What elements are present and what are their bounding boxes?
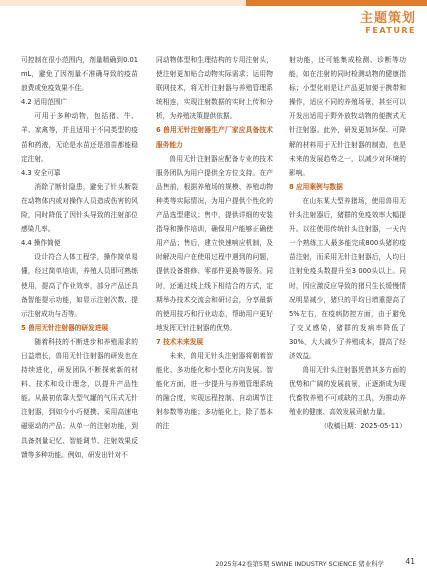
journal-footer: 2025年42卷第5期 SWINE INDUSTRY SCIENCE 猪业科学 [215,560,384,568]
section-title-cn: 主题策划 [359,11,416,26]
section-heading: 6 兽用无针注射器生产厂家应具备技术服务能力 [156,126,273,149]
header-accent-bar [246,0,427,6]
paragraph: 未来，兽用无针头注射器将朝着智能化、多功能化和小型化方向发展。智能化方面，进一步提升与养殖管理系统的融合度，实现远程控制、自动调节注射参数等功能；多功能化上，除了基本的注 [156,351,273,431]
subheading: 4.3 安全可靠 [21,168,61,177]
section-heading: 7 技术未来发展 [156,337,204,346]
paragraph: 设计符合人体工程学，操作简单易懂，经过简单培训，养殖人员即可熟练使用，提高了作业效率，部分产品还具备智能提示功能，如显示注射次数、提示注射成功与否等。 [21,253,138,318]
section-heading: 8 应用案例与数据 [289,182,343,191]
paragraph: 可控制在很小范围内，剂量精确到0.01 mL，避免了因剂量不准确导致的疫苗浪费或免疫效果不佳。 [21,56,138,93]
section-tag [360,12,416,35]
paragraph: 射功能，还可能集成检测、诊断等功能，如在注射的同时检测动物的健康指标；小型化则是让产品更加便于携带和操作，适应不同的养殖场景，甚至可以开发出适用于野外放牧动物的便携式无针注射器。此外，研发更加环保、可降解的材料用于无针注射器的制造，也是未来的发展趋势之一，以减少对环境的影响。 [289,56,406,177]
received-date: （收稿日期：2025-05-11） [320,422,406,431]
paragraph: 兽用无针头注射器凭借其多方面的优势和广阔的发展前景，正逐渐成为现代畜牧养殖不可或缺的工具，为推动养殖业的健康、高效发展贡献力量。 [289,366,406,417]
subheading: 4.2 适用范围广 [21,98,68,107]
column-3 [289,53,406,434]
paragraph: 在山东某大型养猪场，使用兽用无针头注射器后，猪群的免疫效率大幅提升。以往使用传统针头注射器，一天内一个熟练工人最多能完成800头猪的疫苗注射，而采用无针注射器后，人均日注射免疫头数提升至3 000头以上。同时，因应激反应导致的猪只生长缓慢情况明显减少，猪只的平均日增重提高了5%左右，在疫病防控方面，由于避免了交叉感染，猪群的发病率降低了30%，大大减少了养殖成本，提高了经济效益。 [289,196,406,360]
paragraph: 兽用无针注射器应配备专业的技术服务团队为用户提供全方位支持。在产品售前，根据养殖场的规模、养殖动物种类等实际情况，为用户提供个性化的产品选型建议；售中，提供详细的安装指导和操作培训，确保用户能够正确使用产品；售后，建立快速响应机制，及时解决用户在使用过程中遇到的问题，提供设备维修、零部件更换等服务。同时，还通过线上线下相结合的方式，定期举办技术交流会和研讨会，分享最新的使用技巧和行业动态，帮助用户更好地发挥无针注射器的优势。 [156,154,273,332]
paragraph: 可用于多种动物，包括猪、牛、羊、家禽等，并且适用于不同类型的疫苗和药液，无论是水苗还是油苗都能稳定注射。 [21,112,138,163]
section-title-en: FEATURE [365,26,416,35]
column-2 [156,53,273,434]
paragraph: 消除了断针隐患，避免了针头断裂在动物体内或对操作人员造成伤害的风险，同时降低了因针头导致的注射部位感染几率。 [21,182,138,234]
paragraph: 同动物体型和生理结构的专用注射头，使注射更加贴合动物实际需求；运用物联网技术，将无针注射器与养殖管理系统相连，实现注射数据的实时上传和分析，为养殖决策提供依据。 [156,56,273,121]
subheading: 4.4 操作简便 [21,239,61,248]
section-heading: 5 兽用无针注射器的研发进展 [21,323,109,332]
column-1 [21,53,138,462]
paragraph: 随着科技的不断进步和养殖需求的日益增长，兽用无针注射器的研发也在持续进化，研发团队不断探索新的材料、技术和设计理念，以提升产品性能。从最初依靠大型气罐的气压式无针注射器，到如今小巧便携、采用高速电磁驱动的产品；从单一的注射功能，到具备剂量记忆、智能调节、注射效果反馈等多种功能。例如，研发出针对不 [21,337,138,459]
page-number: 41 [405,557,415,566]
